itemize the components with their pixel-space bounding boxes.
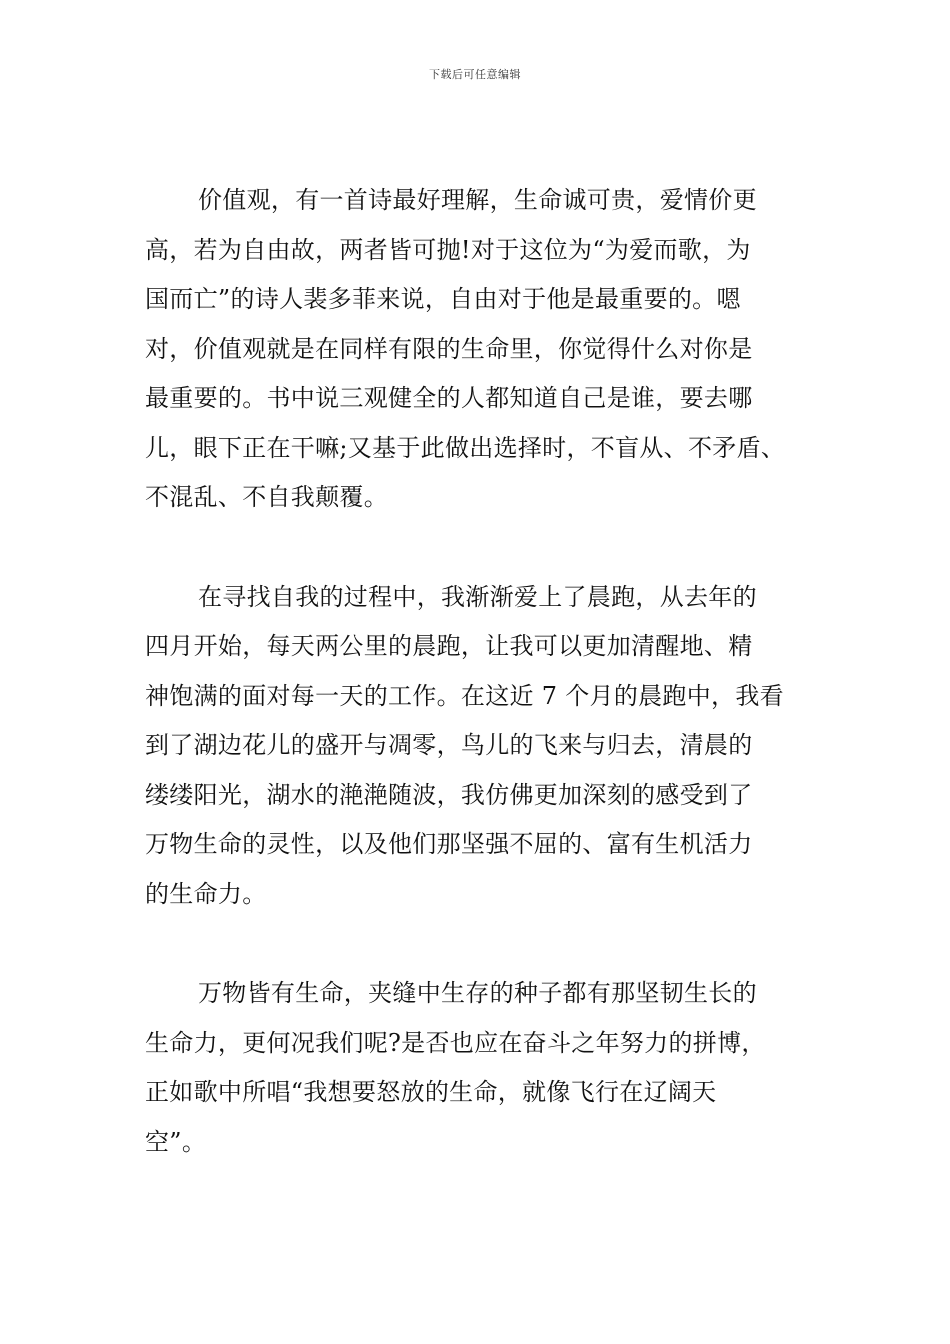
paragraph-line: 价值观，有一首诗最好理解，生命诚可贵，爱情价更 bbox=[198, 186, 757, 214]
header-note: 下载后可任意编辑 bbox=[429, 68, 521, 81]
paragraph-line: 对，价值观就是在同样有限的生命里，你觉得什么对你是 bbox=[145, 334, 753, 363]
paragraph-line: 不混乱、不自我颠覆。 bbox=[145, 483, 388, 511]
paragraph-line: 神饱满的面对每一天的工作。在这近 7 个月的晨跑中，我看 bbox=[145, 681, 784, 710]
paragraph-line: 在寻找自我的过程中，我渐渐爱上了晨跑，从去年的 bbox=[198, 582, 757, 611]
paragraph-line: 国而亡”的诗人裴多菲来说，自由对于他是最重要的。嗯 bbox=[145, 285, 741, 313]
paragraph-line: 儿，眼下正在干嘛;又基于此做出选择时，不盲从、不矛盾、 bbox=[145, 433, 786, 462]
paragraph-line: 正如歌中所唱“我想要怒放的生命，就像飞行在辽阔天 bbox=[145, 1078, 717, 1106]
paragraph-line: 四月开始，每天两公里的晨跑，让我可以更加清醒地、精 bbox=[145, 632, 753, 660]
paragraph-line: 的生命力。 bbox=[145, 879, 267, 908]
paragraph-line: 最重要的。书中说三观健全的人都知道自己是谁，要去哪 bbox=[145, 384, 753, 412]
paragraph-line: 万物皆有生命，夹缝中生存的种子都有那坚韧生长的 bbox=[198, 979, 757, 1007]
paragraph-line: 到了湖边花儿的盛开与凋零，鸟儿的飞来与归去，清晨的 bbox=[145, 731, 753, 759]
paragraph-line: 缕缕阳光，湖水的滟滟随波，我仿佛更加深刻的感受到了 bbox=[145, 780, 753, 809]
paragraph-life bbox=[145, 969, 825, 1167]
paragraph-line: 空”。 bbox=[145, 1127, 207, 1156]
paragraph-values bbox=[145, 176, 825, 523]
paragraph-line: 生命力，更何况我们呢?是否也应在奋斗之年努力的拼博， bbox=[145, 1028, 766, 1057]
paragraph-morning-run bbox=[145, 573, 825, 920]
paragraph-line: 高，若为自由故，两者皆可抛!对于这位为“为爱而歌，为 bbox=[145, 235, 751, 264]
document-body bbox=[145, 176, 825, 1217]
paragraph-line: 万物生命的灵性，以及他们那坚强不屈的、富有生机活力 bbox=[145, 830, 753, 858]
